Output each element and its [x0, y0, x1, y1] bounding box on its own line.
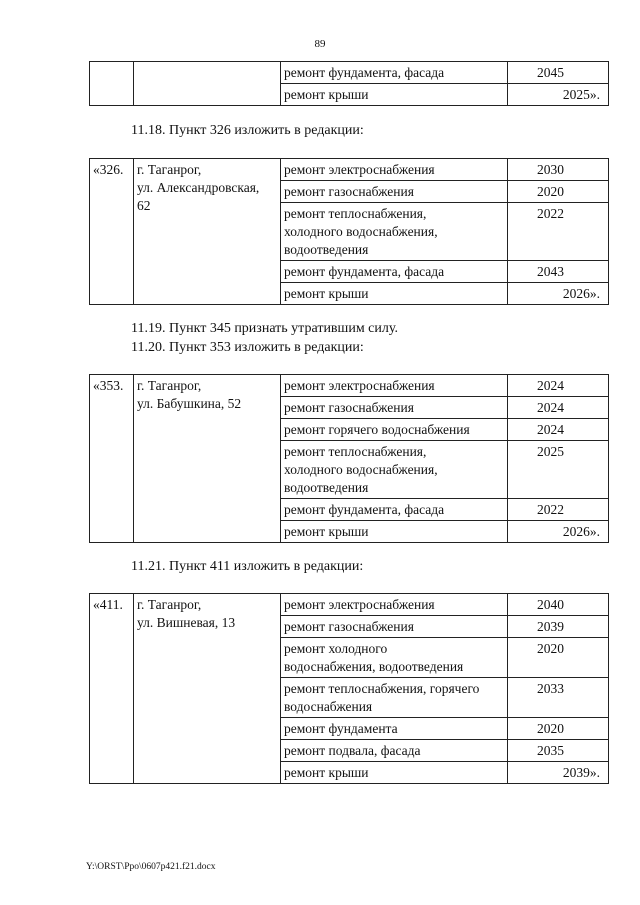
work-cell: ремонт крыши — [281, 84, 508, 106]
paragraph-11-20: 11.20. Пункт 353 изложить в редакции: — [131, 340, 364, 355]
year-cell: 2026». — [508, 283, 609, 305]
year-cell: 2026». — [508, 521, 609, 543]
table-row — [90, 62, 609, 84]
work-cell: ремонт газоснабжения — [281, 397, 508, 419]
work-cell: ремонт теплоснабжения, горячего водоснабжения — [281, 678, 508, 718]
year-cell: 2025». — [508, 84, 609, 106]
work-cell: ремонт теплоснабжения, холодного водоснабжения, водоотведения — [281, 203, 508, 261]
item-number-cell: «411. — [90, 594, 134, 784]
item-number-cell — [90, 62, 134, 106]
year-cell: 2020 — [508, 181, 609, 203]
table-top-body — [90, 62, 609, 106]
year-cell: 2035 — [508, 740, 609, 762]
year-cell: 2024 — [508, 375, 609, 397]
work-cell: ремонт холодного водоснабжения, водоотведения — [281, 638, 508, 678]
work-cell: ремонт теплоснабжения, холодного водоснабжения, водоотведения — [281, 441, 508, 499]
address-cell: г. Таганрог, ул. Вишневая, 13 — [134, 594, 281, 784]
item-number-cell: «326. — [90, 159, 134, 305]
year-cell: 2045 — [508, 62, 609, 84]
year-cell: 2020 — [508, 638, 609, 678]
paragraph-11-21: 11.21. Пункт 411 изложить в редакции: — [131, 559, 364, 574]
year-cell: 2024 — [508, 397, 609, 419]
year-cell: 2039». — [508, 762, 609, 784]
table-item-353 — [89, 374, 609, 543]
year-cell: 2020 — [508, 718, 609, 740]
work-cell: ремонт электроснабжения — [281, 594, 508, 616]
year-cell: 2024 — [508, 419, 609, 441]
table-326-body — [90, 159, 609, 305]
table-411-body — [90, 594, 609, 784]
table-row — [90, 594, 609, 616]
work-cell: ремонт газоснабжения — [281, 616, 508, 638]
work-cell: ремонт электроснабжения — [281, 159, 508, 181]
table-353-body — [90, 375, 609, 543]
year-cell: 2033 — [508, 678, 609, 718]
year-cell: 2022 — [508, 203, 609, 261]
table-continued — [89, 61, 609, 106]
item-number-cell: «353. — [90, 375, 134, 543]
paragraph-11-19: 11.19. Пункт 345 признать утратившим силу. — [131, 321, 398, 336]
work-cell: ремонт электроснабжения — [281, 375, 508, 397]
work-cell: ремонт фундамента — [281, 718, 508, 740]
year-cell: 2022 — [508, 499, 609, 521]
table-row — [90, 159, 609, 181]
work-cell: ремонт фундамента, фасада — [281, 62, 508, 84]
year-cell: 2025 — [508, 441, 609, 499]
year-cell: 2043 — [508, 261, 609, 283]
work-cell: ремонт подвала, фасада — [281, 740, 508, 762]
table-item-411 — [89, 593, 609, 784]
paragraph-11-18: 11.18. Пункт 326 изложить в редакции: — [131, 123, 364, 138]
table-row — [90, 375, 609, 397]
year-cell: 2040 — [508, 594, 609, 616]
table-item-326 — [89, 158, 609, 305]
address-cell — [134, 62, 281, 106]
year-cell: 2030 — [508, 159, 609, 181]
work-cell: ремонт газоснабжения — [281, 181, 508, 203]
work-cell: ремонт крыши — [281, 283, 508, 305]
address-cell: г. Таганрог, ул. Александровская, 62 — [134, 159, 281, 305]
work-cell: ремонт фундамента, фасада — [281, 261, 508, 283]
page-number: 89 — [314, 38, 326, 50]
work-cell: ремонт фундамента, фасада — [281, 499, 508, 521]
work-cell: ремонт крыши — [281, 521, 508, 543]
address-cell: г. Таганрог, ул. Бабушкина, 52 — [134, 375, 281, 543]
file-path-footer: Y:\ORST\Ppo\0607p421.f21.docx — [86, 862, 216, 872]
work-cell: ремонт горячего водоснабжения — [281, 419, 508, 441]
year-cell: 2039 — [508, 616, 609, 638]
work-cell: ремонт крыши — [281, 762, 508, 784]
